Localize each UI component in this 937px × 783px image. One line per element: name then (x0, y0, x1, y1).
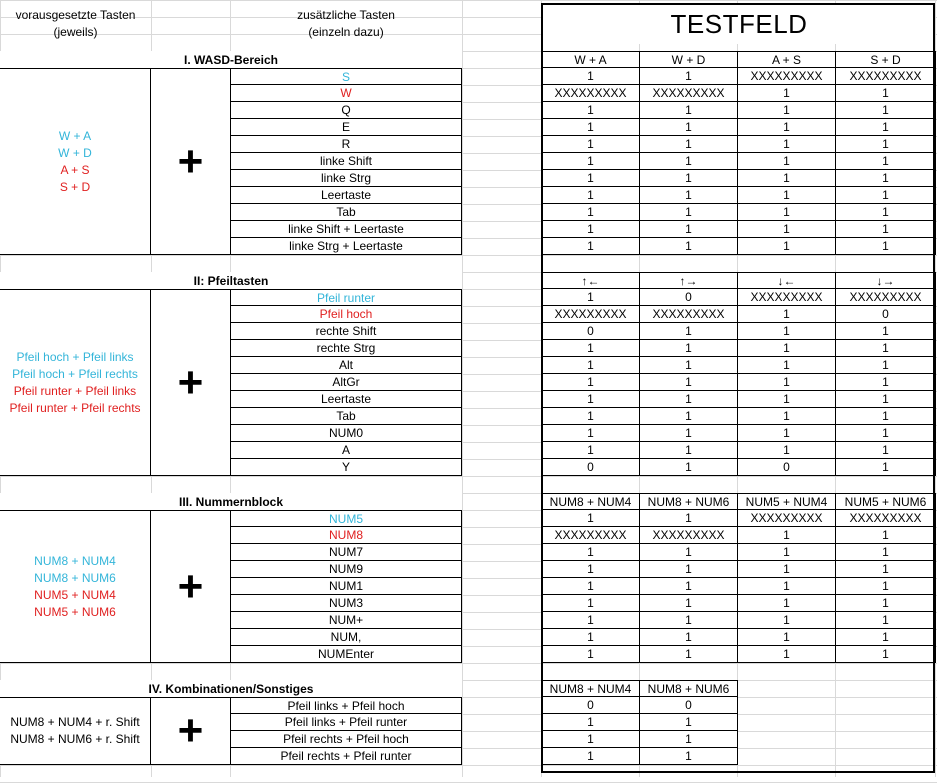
test-result-cell: XXXXXXXXX (835, 67, 936, 85)
test-result-cell: 1 (639, 628, 738, 646)
test-result-cell: XXXXXXXXX (639, 84, 738, 102)
test-result-cell: 1 (835, 628, 936, 646)
test-result-cell: XXXXXXXXX (835, 509, 936, 527)
test-result-cell: 1 (639, 186, 738, 204)
test-result-cell: 0 (639, 288, 738, 306)
test-result-cell: 1 (835, 441, 936, 459)
test-result-cell: 1 (737, 424, 836, 442)
test-result-cell: 1 (835, 526, 936, 544)
additional-key-cell: A (230, 441, 462, 459)
additional-key-cell: Tab (230, 203, 462, 221)
required-keys-box (0, 68, 151, 255)
test-result-cell: 1 (541, 390, 640, 408)
test-result-cell: 1 (541, 424, 640, 442)
test-column-header: ↑→ (639, 272, 738, 289)
header-mid-line2: (einzeln dazu) (308, 24, 384, 39)
test-result-cell: 1 (639, 509, 738, 527)
test-result-cell: 1 (737, 237, 836, 255)
test-result-cell: 1 (541, 628, 640, 646)
test-result-cell: 1 (835, 407, 936, 425)
test-result-cell: 1 (737, 203, 836, 221)
test-result-cell: 1 (541, 441, 640, 459)
test-result-cell: 1 (737, 373, 836, 391)
test-result-cell: 1 (639, 645, 738, 663)
test-result-cell: 1 (737, 118, 836, 136)
additional-key-cell: rechte Shift (230, 322, 462, 340)
test-result-cell: 1 (639, 220, 738, 238)
test-result-cell: 1 (835, 339, 936, 357)
test-result-cell: 1 (639, 407, 738, 425)
required-key-combo: NUM8 + NUM4 + r. Shift (10, 715, 140, 729)
test-result-cell: 1 (639, 118, 738, 136)
required-key-combo: Pfeil hoch + Pfeil rechts (12, 366, 138, 381)
test-result-cell: 1 (541, 237, 640, 255)
header-left-line2: (jeweils) (53, 24, 98, 39)
required-keys-box (0, 510, 151, 663)
required-key-combo: S + D (59, 179, 91, 194)
additional-key-cell: NUM, (230, 628, 462, 646)
test-result-cell: 1 (835, 560, 936, 578)
test-result-cell: 1 (639, 373, 738, 391)
additional-key-cell: Pfeil rechts + Pfeil hoch (230, 730, 462, 748)
required-key-combo: Pfeil runter + Pfeil rechts (9, 400, 141, 415)
required-keys-box (0, 697, 151, 765)
test-result-cell: 1 (541, 509, 640, 527)
test-result-cell: 1 (541, 645, 640, 663)
additional-key-cell: AltGr (230, 373, 462, 391)
additional-key-cell: NUM3 (230, 594, 462, 612)
test-result-cell: 1 (835, 84, 936, 102)
test-column-header: ↓→ (835, 272, 936, 289)
test-result-cell: 1 (639, 713, 738, 731)
test-result-cell: 1 (835, 169, 936, 187)
test-result-cell: 1 (639, 67, 738, 85)
test-result-cell: 1 (835, 594, 936, 612)
test-result-cell: 1 (737, 186, 836, 204)
test-result-cell: 1 (835, 135, 936, 153)
test-result-cell: 1 (541, 101, 640, 119)
additional-key-cell: linke Strg (230, 169, 462, 187)
test-result-cell: 1 (835, 322, 936, 340)
test-column-header: ↑← (541, 272, 640, 289)
test-result-cell: 1 (835, 611, 936, 629)
additional-key-cell: Pfeil links + Pfeil runter (230, 713, 462, 731)
test-result-cell: 1 (737, 407, 836, 425)
test-column-header: NUM8 + NUM6 (639, 493, 738, 510)
test-result-cell: 1 (737, 543, 836, 561)
test-result-cell: 1 (737, 526, 836, 544)
section-title: IV. Kombinationen/Sonstiges (148, 681, 314, 696)
additional-key-cell: rechte Strg (230, 339, 462, 357)
test-result-cell: 1 (737, 628, 836, 646)
test-result-cell: 1 (639, 458, 738, 476)
test-result-cell: 1 (639, 322, 738, 340)
required-keys-box (0, 289, 151, 476)
test-result-cell: 1 (541, 339, 640, 357)
test-column-header: NUM8 + NUM4 (541, 493, 640, 510)
header-left-line1: vorausgesetzte Tasten (15, 7, 136, 22)
required-key-combo: W + A (58, 128, 92, 143)
test-result-cell: 1 (737, 441, 836, 459)
test-result-cell: 1 (541, 152, 640, 170)
test-result-cell: 1 (737, 220, 836, 238)
testfeld-frame (541, 3, 935, 773)
test-result-cell: 1 (737, 356, 836, 374)
test-result-cell: 1 (541, 747, 640, 765)
additional-key-cell: NUMEnter (230, 645, 462, 663)
test-result-cell: 1 (541, 560, 640, 578)
test-column-header: W + A (541, 51, 640, 68)
additional-key-cell: Pfeil rechts + Pfeil runter (230, 747, 462, 765)
test-result-cell: 1 (737, 390, 836, 408)
test-result-cell: 1 (737, 322, 836, 340)
additional-key-cell: linke Shift + Leertaste (230, 220, 462, 238)
test-result-cell: 1 (639, 424, 738, 442)
test-result-cell: 1 (835, 577, 936, 595)
testfeld-title: TESTFELD (543, 4, 935, 44)
test-result-cell: XXXXXXXXX (737, 288, 836, 306)
required-key-combo: NUM5 + NUM6 (34, 604, 116, 619)
test-result-cell: 1 (835, 645, 936, 663)
additional-key-cell: NUM1 (230, 577, 462, 595)
test-result-cell: 1 (835, 203, 936, 221)
additional-key-cell: NUM9 (230, 560, 462, 578)
test-result-cell: 1 (639, 543, 738, 561)
test-result-cell: 1 (639, 611, 738, 629)
test-column-header: NUM5 + NUM4 (737, 493, 836, 510)
test-result-cell: 1 (737, 594, 836, 612)
additional-key-cell: linke Strg + Leertaste (230, 237, 462, 255)
test-column-header: W + D (639, 51, 738, 68)
test-result-cell: 1 (639, 237, 738, 255)
plus-sign: + (150, 68, 231, 255)
test-result-cell: 1 (541, 577, 640, 595)
additional-key-cell: R (230, 135, 462, 153)
test-result-cell: XXXXXXXXX (639, 305, 738, 323)
additional-key-cell: NUM+ (230, 611, 462, 629)
test-result-cell: 1 (737, 152, 836, 170)
test-result-cell: 1 (541, 594, 640, 612)
additional-key-cell: NUM0 (230, 424, 462, 442)
test-result-cell: 0 (835, 305, 936, 323)
test-result-cell: 1 (541, 543, 640, 561)
test-result-cell: XXXXXXXXX (737, 67, 836, 85)
test-result-cell: 1 (737, 560, 836, 578)
test-result-cell: 1 (639, 135, 738, 153)
test-result-cell: 1 (541, 135, 640, 153)
plus-sign: + (150, 510, 231, 663)
additional-key-cell: Y (230, 458, 462, 476)
test-result-cell: 1 (835, 458, 936, 476)
test-result-cell: 1 (541, 118, 640, 136)
test-result-cell: 1 (835, 118, 936, 136)
test-result-cell: 1 (541, 288, 640, 306)
test-result-cell: 0 (541, 458, 640, 476)
required-key-combo: W + D (58, 145, 92, 160)
test-result-cell: 1 (737, 101, 836, 119)
test-result-cell: 1 (835, 186, 936, 204)
test-result-cell: 1 (835, 424, 936, 442)
test-result-cell: XXXXXXXXX (541, 305, 640, 323)
test-result-cell: 1 (639, 152, 738, 170)
plus-sign: + (150, 697, 231, 765)
test-result-cell: 1 (835, 373, 936, 391)
additional-key-cell: linke Shift (230, 152, 462, 170)
required-key-combo: Pfeil hoch + Pfeil links (16, 349, 134, 364)
grid-line (0, 0, 937, 1)
test-column-header: A + S (737, 51, 836, 68)
test-result-cell: 1 (639, 560, 738, 578)
required-key-combo: NUM5 + NUM4 (34, 587, 116, 602)
test-result-cell: 1 (541, 373, 640, 391)
test-result-cell: XXXXXXXXX (835, 288, 936, 306)
additional-key-cell: Alt (230, 356, 462, 374)
test-result-cell: 1 (541, 186, 640, 204)
test-result-cell: 1 (541, 730, 640, 748)
additional-key-cell: Q (230, 101, 462, 119)
test-result-cell: 1 (639, 169, 738, 187)
additional-key-cell: Leertaste (230, 186, 462, 204)
additional-key-cell: W (230, 84, 462, 102)
required-key-combo: NUM8 + NUM4 (34, 553, 116, 568)
test-result-cell: 0 (639, 696, 738, 714)
additional-key-cell: NUM5 (230, 510, 462, 527)
test-column-header: NUM8 + NUM6 (639, 680, 738, 697)
test-result-cell: 1 (639, 339, 738, 357)
required-key-combo: Pfeil runter + Pfeil links (13, 383, 137, 398)
test-result-cell: 1 (835, 101, 936, 119)
test-result-cell: 1 (737, 645, 836, 663)
test-result-cell: 1 (639, 390, 738, 408)
test-result-cell: 1 (835, 543, 936, 561)
header-mid-line1: zusätzliche Tasten (297, 7, 395, 22)
test-result-cell: 1 (737, 305, 836, 323)
additional-key-cell: NUM8 (230, 526, 462, 544)
test-result-cell: 1 (835, 237, 936, 255)
test-result-cell: 1 (639, 594, 738, 612)
additional-key-cell: Pfeil runter (230, 289, 462, 306)
test-result-cell: 1 (835, 356, 936, 374)
test-result-cell: 1 (639, 577, 738, 595)
test-result-cell: 1 (541, 67, 640, 85)
test-result-cell: 0 (541, 696, 640, 714)
test-result-cell: 0 (541, 322, 640, 340)
additional-key-cell: E (230, 118, 462, 136)
required-key-combo: A + S (60, 162, 90, 177)
test-result-cell: XXXXXXXXX (737, 509, 836, 527)
additional-key-cell: S (230, 68, 462, 85)
required-key-combo: NUM8 + NUM6 (34, 570, 116, 585)
test-column-header: S + D (835, 51, 936, 68)
section-title: III. Nummernblock (178, 494, 284, 509)
test-result-cell: XXXXXXXXX (541, 84, 640, 102)
section-title: II: Pfeiltasten (193, 273, 269, 288)
additional-key-cell: NUM7 (230, 543, 462, 561)
test-result-cell: 1 (835, 152, 936, 170)
test-result-cell: 1 (737, 577, 836, 595)
test-result-cell: 1 (835, 390, 936, 408)
test-result-cell: 1 (541, 713, 640, 731)
test-result-cell: 0 (737, 458, 836, 476)
additional-key-cell: Pfeil hoch (230, 305, 462, 323)
test-result-cell: 1 (639, 730, 738, 748)
test-result-cell: 1 (541, 611, 640, 629)
test-result-cell: XXXXXXXXX (639, 526, 738, 544)
test-result-cell: 1 (639, 441, 738, 459)
test-result-cell: 1 (737, 611, 836, 629)
test-result-cell: 1 (835, 220, 936, 238)
test-column-header: ↓← (737, 272, 836, 289)
additional-key-cell: Tab (230, 407, 462, 425)
test-result-cell: 1 (541, 203, 640, 221)
test-result-cell: 1 (737, 84, 836, 102)
test-column-header: NUM5 + NUM6 (835, 493, 936, 510)
plus-sign: + (150, 289, 231, 476)
test-result-cell: 1 (639, 747, 738, 765)
additional-key-cell: Leertaste (230, 390, 462, 408)
test-result-cell: XXXXXXXXX (541, 526, 640, 544)
test-column-header: NUM8 + NUM4 (541, 680, 640, 697)
test-result-cell: 1 (541, 169, 640, 187)
test-result-cell: 1 (541, 407, 640, 425)
test-result-cell: 1 (639, 101, 738, 119)
section-title: I. WASD-Bereich (183, 52, 279, 67)
test-result-cell: 1 (639, 203, 738, 221)
test-result-cell: 1 (737, 169, 836, 187)
test-result-cell: 1 (541, 220, 640, 238)
required-key-combo: NUM8 + NUM6 + r. Shift (10, 732, 140, 746)
grid-line (462, 0, 463, 777)
test-result-cell: 1 (737, 339, 836, 357)
test-result-cell: 1 (541, 356, 640, 374)
test-result-cell: 1 (639, 356, 738, 374)
test-result-cell: 1 (737, 135, 836, 153)
additional-key-cell: Pfeil links + Pfeil hoch (230, 697, 462, 714)
